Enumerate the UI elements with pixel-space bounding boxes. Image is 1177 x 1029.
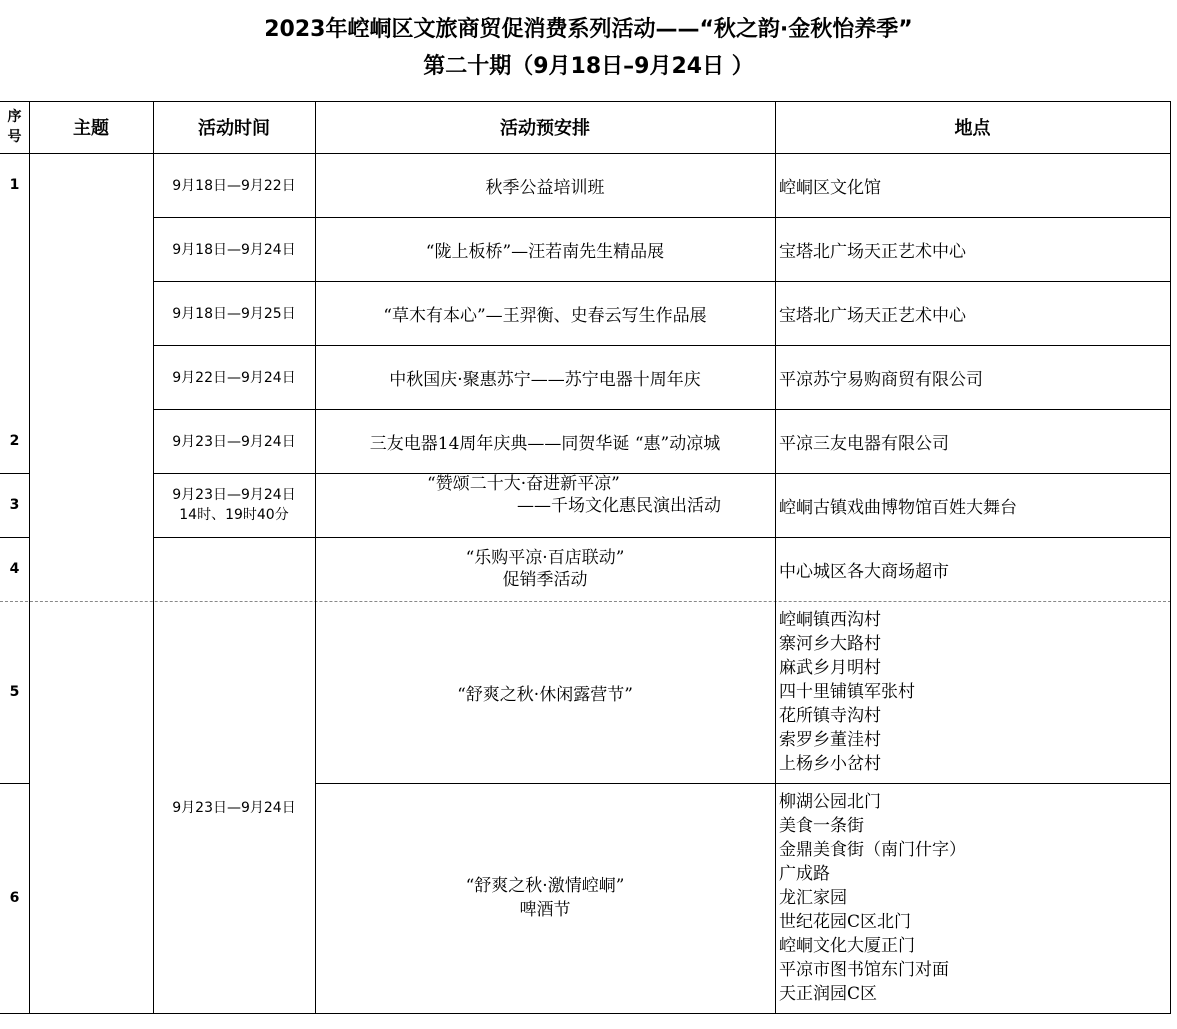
location-item: 索罗乡董洼村: [779, 730, 881, 750]
row-location: 宝塔北广场天正艺术中心: [779, 241, 966, 262]
location-item: 美食一条街: [779, 816, 864, 836]
header-time: 活动时间: [198, 118, 270, 139]
row-location: [775, 783, 1170, 1013]
row-index: 2: [9, 433, 20, 449]
row-time-line: 9月23日—9月24日: [172, 487, 296, 503]
row-arrangement-line: “舒爽之秋·激情崆峒”: [465, 876, 625, 896]
row-location: 崆峒区文化馆: [779, 177, 881, 198]
row-index: 1: [9, 177, 20, 193]
location-item: 上杨乡小岔村: [779, 754, 881, 774]
location-item: 广成路: [779, 864, 830, 884]
location-item: 麻武乡月明村: [779, 658, 881, 678]
document-title: 2023年崆峒区文旅商贸促消费系列活动——“秋之韵·金秋怡养季”: [264, 17, 913, 42]
row-time: 9月18日—9月22日: [172, 178, 296, 194]
row-index: 4: [9, 561, 20, 577]
row-arrangement-line: “赞颂二十大·奋进新平凉”: [427, 474, 620, 494]
location-item: 崆峒镇西沟村: [779, 610, 881, 630]
row-time: [153, 473, 315, 537]
row-index: 3: [9, 497, 20, 513]
location-item: 金鼎美食街（南门什字）: [779, 840, 966, 860]
row-time: 9月18日—9月25日: [172, 306, 296, 322]
row-index: 5: [9, 684, 20, 700]
location-item: 龙汇家园: [779, 888, 847, 908]
row-arrangement: 三友电器14周年庆典——同贺华诞 “惠”动凉城: [369, 433, 721, 454]
row-location: [775, 601, 1170, 783]
row-arrangement: “舒爽之秋·休闲露营节”: [457, 684, 633, 705]
location-item: 柳湖公园北门: [779, 792, 881, 812]
row-arrangement: “陇上板桥”—汪若南先生精品展: [425, 241, 665, 262]
header-arrangement: 活动预安排: [500, 118, 590, 139]
document-subtitle: 第二十期（9月18日–9月24日 ）: [423, 54, 754, 79]
row-arrangement-line: 促销季活动: [502, 570, 588, 590]
row-arrangement-line: “乐购平凉·百店联动”: [465, 548, 625, 568]
location-item: 四十里铺镇军张村: [779, 682, 915, 702]
row-index: [0, 217, 29, 281]
row-location: 崆峒古镇戏曲博物馆百姓大舞台: [779, 497, 1017, 518]
location-item: 天正润园C区: [779, 984, 878, 1004]
row-arrangement-line: 啤酒节: [519, 900, 571, 920]
header-theme: 主题: [73, 118, 109, 139]
location-item: 花所镇寺沟村: [779, 706, 881, 726]
header-index: [0, 101, 29, 153]
row-time: [153, 537, 315, 601]
row-arrangement: [315, 473, 775, 537]
row-location: 平凉三友电器有限公司: [779, 433, 949, 454]
row-time: 9月23日—9月24日: [172, 434, 296, 450]
location-item: 平凉市图书馆东门对面: [779, 960, 949, 980]
row-index: [0, 281, 29, 345]
row-arrangement: 中秋国庆·聚惠苏宁——苏宁电器十周年庆: [389, 369, 701, 390]
row-arrangement-line: ——千场文化惠民演出活动: [517, 496, 721, 516]
row-time: 9月18日—9月24日: [172, 242, 296, 258]
row-arrangement: [315, 783, 775, 1013]
row-location: 平凉苏宁易购商贸有限公司: [779, 369, 983, 390]
header-index-label: 序号: [7, 109, 22, 145]
row-location: 宝塔北广场天正艺术中心: [779, 305, 966, 326]
location-item: 寨河乡大路村: [779, 634, 881, 654]
location-item: 世纪花园C区北门: [779, 912, 912, 932]
row-location: 中心城区各大商场超市: [779, 561, 949, 582]
row-arrangement: 秋季公益培训班: [485, 177, 605, 198]
header-location: 地点: [954, 118, 991, 139]
row-index: [0, 345, 29, 409]
location-item: 崆峒文化大厦正门: [779, 936, 915, 956]
row-index: 6: [9, 890, 20, 906]
row-time: 9月22日—9月24日: [172, 370, 296, 386]
row-time-merged: 9月23日—9月24日: [172, 800, 296, 816]
row-arrangement: [315, 537, 775, 601]
location-list: [779, 790, 966, 1006]
row-arrangement: “草木有本心”—王羿衡、史春云写生作品展: [383, 305, 707, 326]
location-list: [779, 608, 915, 776]
row-time-line: 14时、19时40分: [179, 507, 289, 523]
